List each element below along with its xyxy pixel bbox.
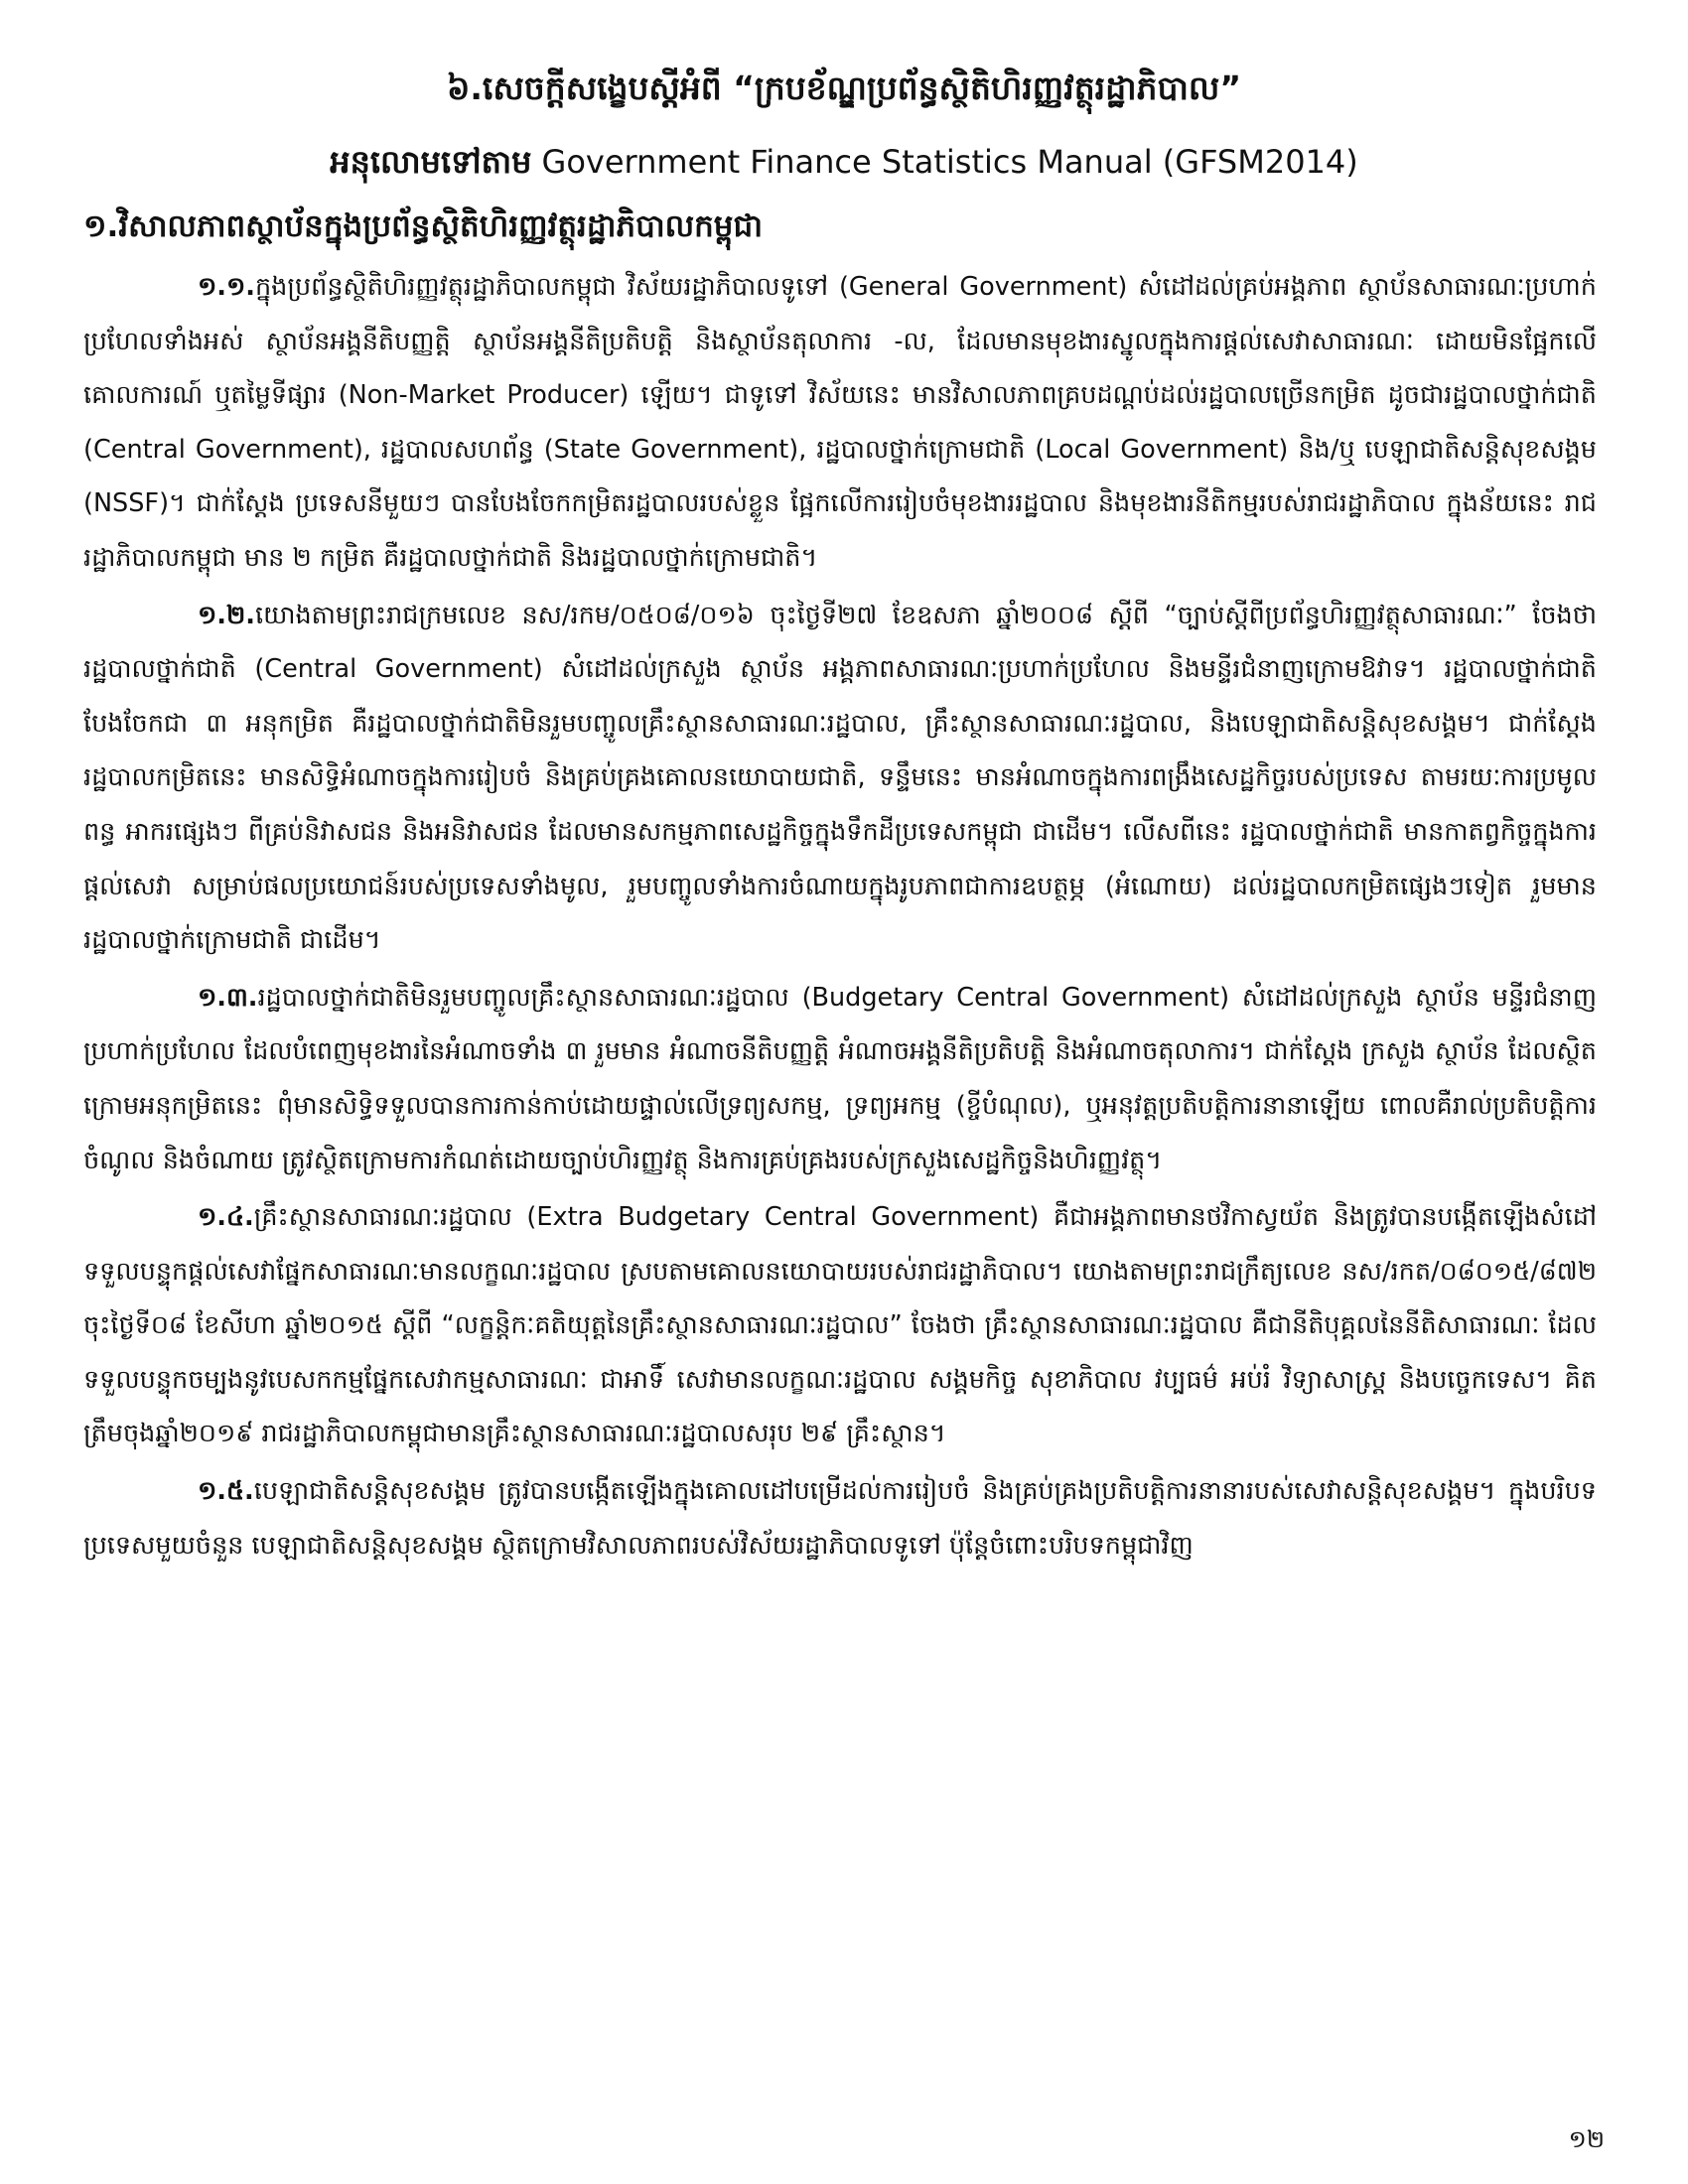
document-subtitle [0,137,1688,187]
paragraph-number: ១.៣. [198,982,258,1013]
subtitle-english: Government Finance Statistics Manual (GFSM2014) [541,143,1358,181]
paragraph-1-4 [83,1190,1597,1461]
document-body [83,260,1597,1575]
paragraph-number: ១.៤. [198,1202,254,1233]
subtitle-khmer: អនុលោមទៅតាម [330,143,532,181]
paragraph-text: គ្រឹះស្ថានសាធារណៈរដ្ឋបាល (Extra Budgetary Central Government) គឺជាអង្គភាពមានថវិកាស្វយ័ត និងត្រូវបានបង្កើតឡើងសំដៅទទួលបន្ទុកផ្តល់សេវាផ្នែកសាធារណៈមានលក្ខណៈរដ្ឋបាល ស្របតាមគោលនយោបាយរបស់រាជរដ្ឋាភិបាល។ យោងតាមព្រះរាជក្រឹត្យលេខ នស/រកត/០៨០១៥/៨៧២ ចុះថ្ងៃទី០៨ ខែសីហា ឆ្នាំ២០១៥ ស្តីពី “លក្ខន្តិកៈគតិយុត្តនៃគ្រឹះស្ថានសាធារណៈរដ្ឋបាល” ចែងថា គ្រឹះស្ថានសាធារណៈរដ្ឋបាល គឺជានីតិបុគ្គលនៃនីតិសាធារណៈ ដែលទទួលបន្ទុកចម្បងនូវបេសកកម្មផ្នែកសេវាកម្មសាធារណៈ ជាអាទិ៍ សេវាមានលក្ខណៈរដ្ឋបាល សង្គមកិច្ច សុខាភិបាល វប្បធម៌ អប់រំ វិទ្យាសាស្ត្រ និងបច្ចេកទេស។ គិតត្រឹមចុងឆ្នាំ២០១៩ រាជរដ្ឋាភិបាលកម្ពុជាមានគ្រឹះស្ថានសាធារណៈរដ្ឋបាលសរុប ២៩ គ្រឹះស្ថាន។ [83,1202,1597,1449]
paragraph-1-1 [83,260,1597,586]
paragraph-1-5 [83,1464,1597,1572]
paragraph-1-2 [83,589,1597,968]
paragraph-text: បេឡាជាតិសន្តិសុខសង្គម ត្រូវបានបង្កើតឡើងក្នុងគោលដៅបម្រើដល់ការរៀបចំ និងគ្រប់គ្រងប្រតិបត្តិការនានារបស់សេវាសន្តិសុខសង្គម។ ក្នុងបរិបទប្រទេសមួយចំនួន បេឡាជាតិសន្តិសុខសង្គម ស្ថិតក្រោមវិសាលភាពរបស់វិស័យរដ្ឋាភិបាលទូទៅ ប៉ុន្តែចំពោះបរិបទកម្ពុជាវិញ [83,1476,1597,1561]
document-title: ៦.សេចក្តីសង្ខេបស្តីអំពី “ក្របខ័ណ្ឌប្រព័ន្ធស្ថិតិហិរញ្ញវត្ថុរដ្ឋាភិបាល” [446,68,1242,107]
paragraph-1-3 [83,971,1597,1187]
paragraph-number: ១.៥. [198,1476,254,1507]
paragraph-number: ១.១. [198,272,255,302]
page-number: ១២ [1568,2125,1605,2153]
paragraph-text: រដ្ឋបាលថ្នាក់ជាតិមិនរួមបញ្ចូលគ្រឹះស្ថានសាធារណៈរដ្ឋបាល (Budgetary Central Government) សំដៅដល់ក្រសួង ស្ថាប័ន មន្ទីរជំនាញប្រហាក់ប្រហែល ដែលបំពេញមុខងារនៃអំណាចទាំង ៣ រួមមាន អំណាចនីតិបញ្ញត្តិ អំណាចអង្គនីតិប្រតិបត្តិ និងអំណាចតុលាការ។ ជាក់ស្តែង ក្រសួង ស្ថាប័ន ដែលស្ថិតក្រោមអនុកម្រិតនេះ ពុំមានសិទ្ធិទទួលបានការកាន់កាប់ដោយផ្ទាល់លើទ្រព្យសកម្ម, ទ្រព្យអកម្ម (ខ្ចីបំណុល), ឬអនុវត្តប្រតិបត្តិការនានាឡើយ ពោលគឺរាល់ប្រតិបត្តិការចំណូល និងចំណាយ ត្រូវស្ថិតក្រោមការកំណត់ដោយច្បាប់ហិរញ្ញវត្ថុ និងការគ្រប់គ្រងរបស់ក្រសួងសេដ្ឋកិច្ចនិងហិរញ្ញវត្ថុ។ [83,982,1597,1175]
paragraph-text: ក្នុងប្រព័ន្ធស្ថិតិហិរញ្ញវត្ថុរដ្ឋាភិបាលកម្ពុជា វិស័យរដ្ឋាភិបាលទូទៅ (General Government) សំដៅដល់គ្រប់អង្គភាព ស្ថាប័នសាធារណៈប្រហាក់ប្រហែលទាំងអស់ ស្ថាប័នអង្គនីតិបញ្ញត្តិ ស្ថាប័នអង្គនីតិប្រតិបត្តិ និងស្ថាប័នតុលាការ -ល, ដែលមានមុខងារស្នូលក្នុងការផ្តល់សេវាសាធារណៈ ដោយមិនផ្អែកលើគោលការណ៍ ឬតម្លៃទីផ្សារ (Non-Market Producer) ឡើយ។ ជាទូទៅ វិស័យនេះ មានវិសាលភាពគ្របដណ្តប់ដល់រដ្ឋបាលច្រើនកម្រិត ដូចជារដ្ឋបាលថ្នាក់ជាតិ (Central Government), រដ្ឋបាលសហព័ន្ធ (State Government), រដ្ឋបាលថ្នាក់ក្រោមជាតិ (Local Government) និង/ឬ បេឡាជាតិសន្តិសុខសង្គម (NSSF)។ ជាក់ស្តែង ប្រទេសនីមួយៗ បានបែងចែកកម្រិតរដ្ឋបាលរបស់ខ្លួន ផ្អែកលើការរៀបចំមុខងាររដ្ឋបាល និងមុខងារនីតិកម្មរបស់រាជរដ្ឋាភិបាល ក្នុងន័យនេះ រាជរដ្ឋាភិបាលកម្ពុជា មាន ២ កម្រិត គឺរដ្ឋបាលថ្នាក់ជាតិ និងរដ្ឋបាលថ្នាក់ក្រោមជាតិ។ [83,272,1597,573]
paragraph-number: ១.២. [198,600,255,630]
paragraph-text: យោងតាមព្រះរាជក្រមលេខ នស/រកម/០៥០៨/០១៦ ចុះថ្ងៃទី២៧ ខែឧសភា ឆ្នាំ២០០៨ ស្តីពី “ច្បាប់ស្តីពីប្រព័ន្ធហិរញ្ញវត្ថុសាធារណៈ” ចែងថា រដ្ឋបាលថ្នាក់ជាតិ (Central Government) សំដៅដល់ក្រសួង ស្ថាប័ន អង្គភាពសាធារណៈប្រហាក់ប្រហែល និងមន្ទីរជំនាញក្រោមឱវាទ។ រដ្ឋបាលថ្នាក់ជាតិ បែងចែកជា ៣ អនុកម្រិត គឺរដ្ឋបាលថ្នាក់ជាតិមិនរួមបញ្ចូលគ្រឹះស្ថានសាធារណៈរដ្ឋបាល, គ្រឹះស្ថានសាធារណៈរដ្ឋបាល, និងបេឡាជាតិសន្តិសុខសង្គម។ ជាក់ស្តែង រដ្ឋបាលកម្រិតនេះ មានសិទ្ធិអំណាចក្នុងការរៀបចំ និងគ្រប់គ្រងគោលនយោបាយជាតិ, ទន្ទឹមនេះ មានអំណាចក្នុងការពង្រឹងសេដ្ឋកិច្ចរបស់ប្រទេស តាមរយៈការប្រមូលពន្ធ អាករផ្សេងៗ ពីគ្រប់និវាសជន និងអនិវាសជន ដែលមានសកម្មភាពសេដ្ឋកិច្ចក្នុងទឹកដីប្រទេសកម្ពុជា ជាដើម។ លើសពីនេះ រដ្ឋបាលថ្នាក់ជាតិ មានកាតព្វកិច្ចក្នុងការផ្តល់សេវា សម្រាប់ផលប្រយោជន៍របស់ប្រទេសទាំងមូល, រួមបញ្ចូលទាំងការចំណាយក្នុងរូបភាពជាការឧបត្ថម្ភ (អំណោយ) ដល់រដ្ឋបាលកម្រិតផ្សេងៗទៀត រួមមានរដ្ឋបាលថ្នាក់ក្រោមជាតិ ជាដើម។ [83,600,1597,956]
section-heading: ១.វិសាលភាពស្ថាប័នក្នុងប្រព័ន្ធស្ថិតិហិរញ្ញវត្ថុរដ្ឋាភិបាលកម្ពុជា [83,208,763,244]
